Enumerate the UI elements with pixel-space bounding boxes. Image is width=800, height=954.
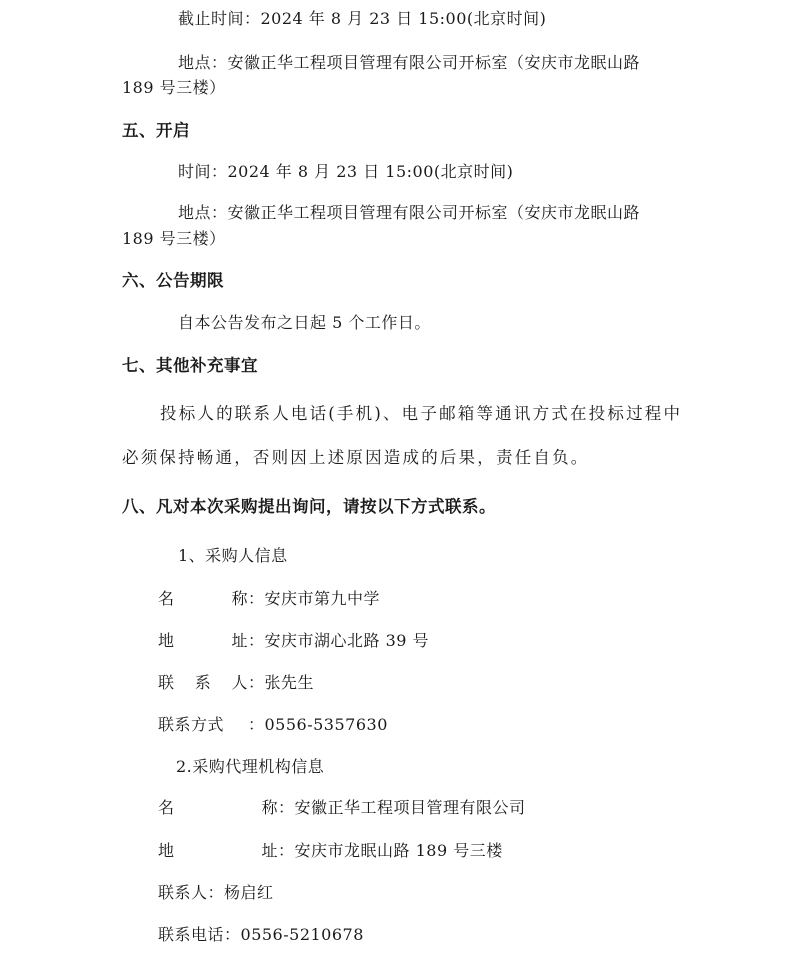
agency-name-key: 名 称 <box>158 798 278 817</box>
section4-location-line1: 地点：安徽正华工程项目管理有限公司开标室（安庆市龙眠山路 <box>178 53 641 72</box>
section5-location-line1: 地点：安徽正华工程项目管理有限公司开标室（安庆市龙眠山路 <box>178 203 641 222</box>
purchaser-title: 1、采购人信息 <box>178 546 288 565</box>
agency-contact-value: ：杨启红 <box>207 883 274 902</box>
section6-text: 自本公告发布之日起 5 个工作日。 <box>178 313 431 332</box>
agency-name-row <box>158 797 526 819</box>
section5-location-line2: 189 号三楼） <box>122 229 226 248</box>
purchaser-contact-key: 联 系 人 <box>158 673 248 692</box>
purchaser-address-key: 地 址 <box>158 631 248 650</box>
section6-heading: 六、公告期限 <box>122 271 224 290</box>
purchaser-phone-key: 联系方式 <box>158 715 225 734</box>
agency-phone-row <box>158 924 364 946</box>
purchaser-phone-row <box>158 714 388 736</box>
section7-text-line1: 投标人的联系人电话(手机)、电子邮箱等通讯方式在投标过程中 <box>160 404 683 423</box>
agency-phone-key: 联系电话 <box>158 925 225 944</box>
purchaser-address-value: ：安庆市湖心北路 39 号 <box>248 631 430 650</box>
agency-phone-value: ：0556-5210678 <box>224 925 364 944</box>
purchaser-name-value: ：安庆市第九中学 <box>248 589 381 608</box>
purchaser-name-key: 名 称 <box>158 589 248 608</box>
agency-contact-key: 联系人 <box>158 883 208 902</box>
purchaser-phone-value: ：0556-5357630 <box>248 715 388 734</box>
purchaser-address-row <box>158 630 429 652</box>
purchaser-contact-value: ：张先生 <box>248 673 315 692</box>
section5-time: 时间：2024 年 8 月 23 日 15:00(北京时间) <box>178 162 514 181</box>
deadline-text: 截止时间：2024 年 8 月 23 日 15:00(北京时间) <box>178 9 547 28</box>
section7-text-line2: 必须保持畅通，否则因上述原因造成的后果，责任自负。 <box>122 448 590 467</box>
section5-heading: 五、开启 <box>122 121 190 140</box>
section4-location-line2: 189 号三楼） <box>122 78 226 97</box>
agency-name-value: ：安徽正华工程项目管理有限公司 <box>278 798 526 817</box>
agency-title: 2.采购代理机构信息 <box>176 757 325 776</box>
agency-address-row <box>158 840 503 862</box>
agency-contact-row <box>158 882 274 904</box>
agency-address-key: 地 址 <box>158 841 278 860</box>
section7-heading: 七、其他补充事宜 <box>122 356 258 375</box>
section8-heading: 八、凡对本次采购提出询问，请按以下方式联系。 <box>122 497 496 516</box>
agency-address-value: ：安庆市龙眠山路 189 号三楼 <box>278 841 503 860</box>
purchaser-name-row <box>158 588 380 610</box>
purchaser-contact-row <box>158 672 314 694</box>
